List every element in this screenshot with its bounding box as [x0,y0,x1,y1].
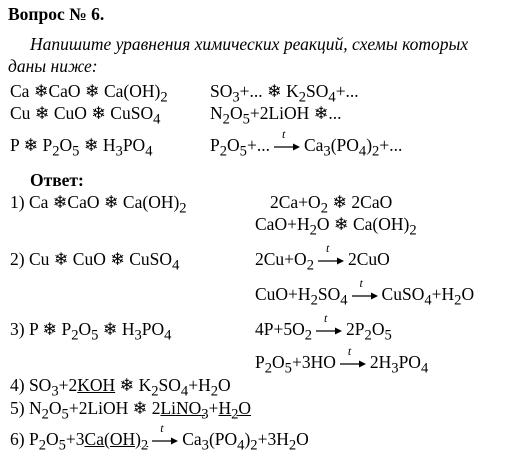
heat-arrow: t [316,324,342,338]
page-title: Вопрос № 6. [8,4,105,24]
heat-arrow: t [340,357,366,371]
task-line-1: Напишите уравнения химических реакций, схемы которых [30,34,469,54]
answer-2: 2) Cu ❄ CuO ❄ CuSO$_4$ [10,249,180,274]
heat-arrow: t [152,434,178,448]
answer-3-eq-1: $4P+5O_2$ t $2P_2O_5$ [255,310,392,344]
answer-2-eq-1: $2Cu+O_2$ t 2CuO [255,240,390,274]
answer-3: 3) P ❄ $P_2O_5$ ❄ $H_3PO_4$ [10,319,172,344]
task-line-2: даны ниже: [8,56,98,76]
heat-arrow: t [352,289,378,303]
scheme-3: Cu ❄ CuO ❄ CuSO$_4$ [10,103,161,128]
answer-5: 5) $N_2O_5+2LiOH$ ❄ $2LiNO_3+H_2O$ [10,398,252,423]
answer-1-eq-2: $CaO+H_2O$ ❄ $Ca(OH)_2$ [255,214,417,239]
answer-3-eq-2: $P_2O_5+3HO$ t $2H_3PO_4$ [255,343,429,377]
scheme-6: $P_2O_5+$... t $Ca_3(PO_4)_2+$... [210,126,403,160]
answer-1-eq-1: $2Ca+O_2$ ❄ 2CaO [270,192,393,217]
scheme-1: Ca ❄CaO ❄ $Ca(OH)_2$ [10,81,168,106]
answer-6: 6) $P_2O_5+3Ca(OH)_2$ t $Ca_3(PO_4)_2+3H_2O$ [10,420,309,454]
scheme-4: $N_2O_5+2LiOH$ ❄... [210,103,342,128]
heat-arrow: t [318,254,344,268]
scheme-2: $SO_3+$... ❄ $K_2SO_4+$... [210,81,359,106]
scheme-5: P ❄ $P_2O_5$ ❄ $H_3PO_4$ [10,135,153,160]
answer-4: 4) $SO_3+2KOH$ ❄ $K_2SO_4+H_2O$ [10,375,231,400]
answer-1: 1) Ca ❄CaO ❄ $Ca(OH)_2$ [10,192,187,217]
answer-2-eq-2: $CuO+H_2SO_4$ t $CuSO_4+H_2O$ [255,275,475,309]
heat-arrow: t [274,140,300,154]
answer-label: Ответ: [30,170,84,190]
